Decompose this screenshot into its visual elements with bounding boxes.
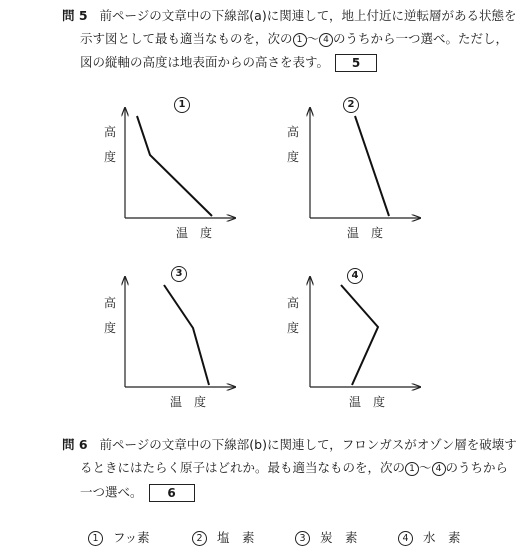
graph-4 (310, 277, 420, 387)
graph-1-number: 1 (174, 97, 190, 113)
option-4-label: 水 素 (423, 530, 461, 545)
option-3-number: 3 (295, 531, 310, 546)
q6-answer-box[interactable]: 6 (149, 484, 195, 502)
graph-1-profile-line (137, 116, 212, 216)
graph-4-xlabel: 温 度 (349, 395, 386, 409)
graph-1-xlabel: 温 度 (176, 226, 213, 240)
graph-3 (125, 277, 235, 387)
q6-text-line2a: るときにはたらく原子はどれか。最も適当なものを，次の (80, 460, 406, 475)
q6-range-to: 4 (432, 462, 446, 476)
graph-3-ylabel-1: 高 (104, 296, 117, 310)
option-1[interactable] (88, 528, 150, 546)
q6-number: 問 6 (62, 437, 88, 452)
graph-2-number: 2 (343, 97, 359, 113)
option-1-label: フッ素 (113, 530, 150, 545)
q5-number: 問 5 (62, 8, 88, 23)
q5-text-line2b: のうちから一つ選べ。ただし， (333, 31, 509, 46)
option-2-label: 塩 素 (217, 530, 255, 545)
q6-line2 (80, 460, 508, 476)
q6-line3 (80, 484, 195, 502)
graph-3-number: 3 (171, 266, 187, 282)
graph-2-ylabel-2: 度 (287, 150, 300, 164)
option-3[interactable] (295, 528, 358, 546)
q5-range-to: 4 (319, 33, 333, 47)
q6-text-line1: 前ページの文章中の下線部(b)に関連して，フロンガスがオゾン層を破壊す (99, 437, 517, 452)
option-4[interactable] (398, 528, 461, 546)
graph-1-ylabel-1: 高 (104, 125, 117, 139)
q6-text-line2b: のうちから (445, 460, 509, 475)
graph-2-xlabel: 温 度 (347, 226, 384, 240)
graph-4-profile-line (341, 285, 378, 385)
graph-2-ylabel-1: 高 (287, 125, 300, 139)
q5-text-line2a: 示す図として最も適当なものを，次の (80, 31, 293, 46)
graph-2-profile-line (355, 116, 389, 216)
graph-4-number: 4 (347, 268, 363, 284)
q5-range-from: 1 (293, 33, 307, 47)
option-1-number: 1 (88, 531, 103, 546)
graph-1 (125, 108, 235, 218)
option-3-label: 炭 素 (320, 530, 358, 545)
q6-line1 (62, 437, 517, 453)
graph-3-xlabel: 温 度 (170, 395, 207, 409)
q6-text-line3: 一つ選べ。 (80, 484, 143, 500)
q5-answer-box[interactable]: 5 (335, 54, 377, 72)
option-4-number: 4 (398, 531, 413, 546)
q5-text-line3: 図の縦軸の高度は地表面からの高さを表す。 (80, 54, 330, 70)
q6-range-from: 1 (405, 462, 419, 476)
option-2-number: 2 (192, 531, 207, 546)
q5-text-line1: 前ページの文章中の下線部(a)に関連して，地上付近に逆転層がある状態を (99, 8, 517, 23)
graph-3-profile-line (164, 285, 209, 385)
q6-range-sep: ～ (419, 460, 432, 475)
graph-1-ylabel-2: 度 (104, 150, 117, 164)
graph-2 (310, 108, 420, 218)
q5-range-sep: ～ (306, 31, 320, 46)
option-2[interactable] (192, 528, 255, 546)
graph-4-ylabel-1: 高 (287, 296, 300, 310)
graph-3-ylabel-2: 度 (104, 321, 117, 335)
graph-4-ylabel-2: 度 (287, 321, 300, 335)
